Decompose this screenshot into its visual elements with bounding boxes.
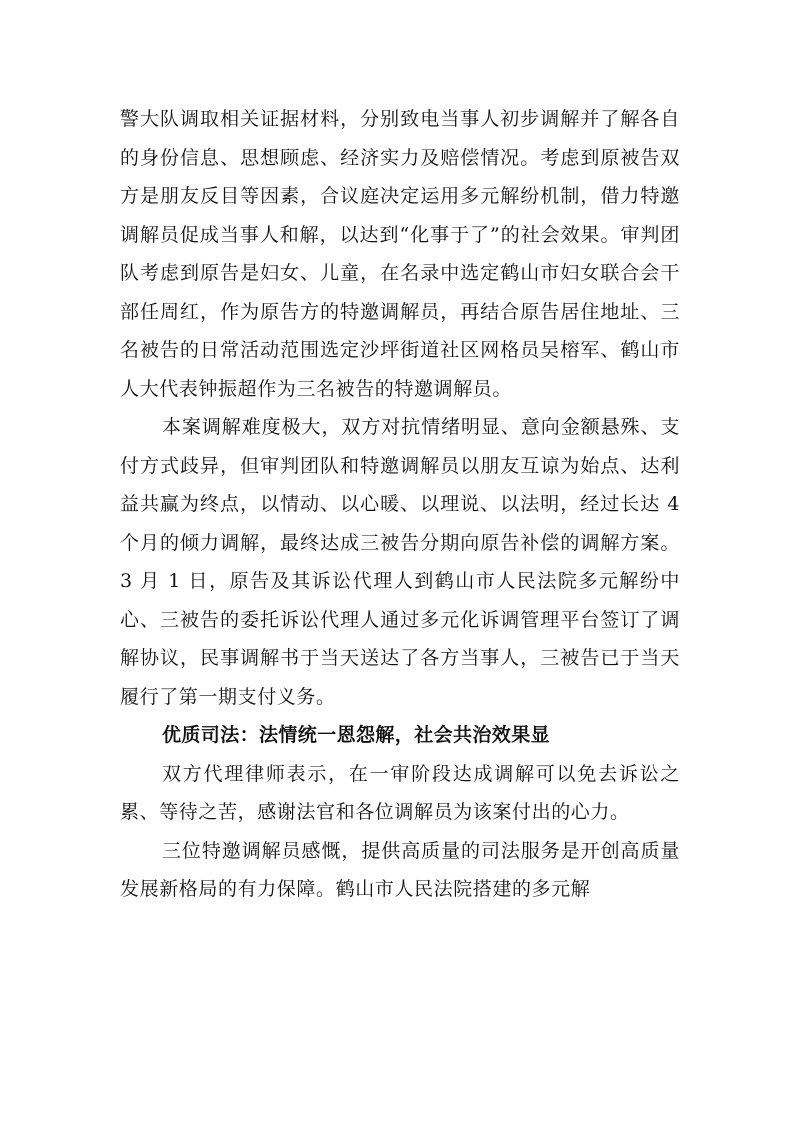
document-page bbox=[120, 100, 680, 1060]
paragraph-lawyers-statement: 双方代理律师表示，在一审阶段达成调解可以免去诉讼之累、等待之苦，感谢法官和各位调解员为该案付出的心力。 bbox=[120, 762, 680, 823]
paragraph-mediation-process: 本案调解难度极大，双方对抗情绪明显、意向金额悬殊、支付方式歧异，但审判团队和特邀调解员以朋友互谅为始点、达利益共赢为终点，以情动、以心暖、以理说、以法明，经过长达 4 个月的倾力调解，最终达成三被告分期向原告补偿的调解方案。3 月 1 日，原告及其诉讼代理人到鹤山市人民法院多元解纷中心、三被告的委托诉讼代理人通过多元化诉调管理平台签订了调解协议，民事调解书于当天送达了各方当事人，三被告已于当天履行了第一期支付义务。 bbox=[120, 416, 680, 708]
paragraph-mediators-statement: 三位特邀调解员感慨，提供高质量的司法服务是开创高质量发展新格局的有力保障。鹤山市人民法院搭建的多元解 bbox=[120, 839, 680, 900]
section-heading: 优质司法：法情统一恩怨解，社会共治效果显 bbox=[162, 724, 551, 746]
paragraph-continued: 警大队调取相关证据材料，分别致电当事人初步调解并了解各自的身份信息、思想顾虑、经济实力及赔偿情况。考虑到原被告双方是朋友反目等因素，合议庭决定运用多元解纷机制，借力特邀调解员促成当事人和解，以达到“化事于了”的社会效果。审判团队考虑到原告是妇女、儿童，在名录中选定鹤山市妇女联合会干部任周红，作为原告方的特邀调解员，再结合原告居住地址、三名被告的日常活动范围选定沙坪街道社区网格员吴榕军、鹤山市人大代表钟振超作为三名被告的特邀调解员。 bbox=[120, 108, 680, 400]
